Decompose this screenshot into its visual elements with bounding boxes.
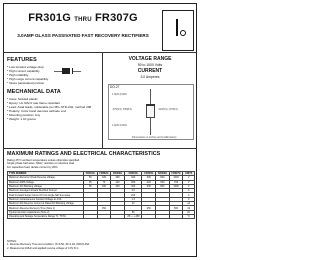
table-cell: °C: [183, 214, 195, 218]
list-item: * Low forward voltage drop: [7, 65, 48, 69]
table-cell: [169, 214, 183, 218]
divider: [3, 148, 197, 149]
logo-circle-icon: [180, 30, 186, 36]
table-cell: [111, 214, 125, 218]
package-note: Dimensions in inches and (millimeters): [132, 136, 177, 139]
table-cell: 200: [111, 184, 125, 188]
package-cathode-band: [146, 104, 155, 106]
table-row: [8, 214, 195, 218]
column-header: FR307G: [169, 172, 183, 176]
table-cell: [84, 214, 98, 218]
list-item: * High surge current capability: [7, 77, 48, 81]
row-label: Maximum Recurrent Peak Reverse Voltage: [8, 176, 84, 180]
table-cell: 700: [169, 180, 183, 184]
table-cell: 600: [142, 184, 156, 188]
note-line: Rating 25°C ambient temperature unless otherwise specified.: [7, 159, 80, 162]
dim-top: 1.0(25.4) MIN.: [112, 93, 128, 96]
table-cell: -65 — +150: [124, 214, 142, 218]
column-header: FR306G: [156, 172, 170, 176]
max-ratings-title: MAXIMUM RATINGS AND ELECTRICAL CHARACTERISTICS: [7, 151, 161, 157]
footnotes: [7, 240, 89, 250]
mechanical-list: [7, 97, 91, 122]
footnote: NOTES:: [7, 240, 17, 243]
list-item: * Polarity: Color band denotes cathode end: [7, 109, 91, 113]
table-cell: [97, 214, 111, 218]
table-cell: pF: [183, 210, 195, 214]
table-cell: V: [183, 176, 195, 180]
table-cell: 10: [124, 202, 142, 206]
row-label: Maximum DC Reverse Current at Rated DC Blocking Voltage: [8, 202, 84, 206]
column-header: FR301G: [84, 172, 98, 176]
ratings-summary: [104, 56, 196, 79]
table-cell: 1.3: [124, 197, 142, 201]
column-header: FR303G: [111, 172, 125, 176]
table-cell: 3.0: [124, 189, 142, 193]
dim-diameter: .220(5.6) .197(5.0): [158, 108, 178, 111]
features-list: [7, 65, 48, 85]
list-item: * Glass passivated junction: [7, 81, 48, 85]
table-cell: A: [183, 193, 195, 197]
list-item: * Lead: Axial leads, solderable per MIL-STD-202, method 208: [7, 105, 91, 109]
voltage-range-label: VOLTAGE RANGE: [128, 56, 172, 62]
table-cell: V: [183, 184, 195, 188]
table-cell: 800: [156, 184, 170, 188]
row-label: Maximum Average Forward Rectified Current: [8, 189, 84, 193]
row-label: Maximum Instantaneous Forward Voltage at 3.0A: [8, 197, 84, 201]
table-cell: 1000: [169, 176, 183, 180]
list-item: * Epoxy: UL 94V-0 rate flame retardant: [7, 101, 91, 105]
dim-body: .375(9.5) .335(8.5): [112, 108, 132, 111]
column-header: FR305G: [142, 172, 156, 176]
table-cell: 400: [124, 176, 142, 180]
footnote: 2. Measured at 1MHz and applied reverse voltage of 4.0V D.C.: [7, 246, 80, 250]
mechanical-title: MECHANICAL DATA: [7, 89, 61, 95]
dim-bottom: 1.0(25.4) MIN.: [112, 124, 128, 127]
divider: [3, 52, 197, 53]
table-cell: 200: [124, 193, 142, 197]
table-cell: 600: [142, 176, 156, 180]
row-label: Maximum DC Blocking Voltage: [8, 184, 84, 188]
note-line: Single phase half wave, 60Hz, resistive or inductive load.: [7, 162, 75, 166]
table-cell: V: [183, 180, 195, 184]
column-header: UNITS: [183, 172, 195, 176]
row-label: Operating and Storage Temperature Range TJ, TSTG: [8, 214, 84, 218]
table-cell: 50: [84, 184, 98, 188]
package-name: DO-27: [110, 85, 120, 89]
part-from: FR301G: [28, 12, 71, 24]
divider: [102, 53, 103, 148]
table-cell: 280: [124, 180, 142, 184]
row-label: Maximum Reverse Recovery Time (Note 1): [8, 206, 84, 210]
logo: [162, 10, 194, 51]
row-label: Typical Junction Capacitance (Note 2): [8, 210, 84, 214]
table-cell: [156, 214, 170, 218]
table-cell: 1000: [169, 184, 183, 188]
table-cell: 800: [156, 176, 170, 180]
list-item: * High current capability: [7, 69, 48, 73]
table-cell: V: [183, 197, 195, 201]
table-cell: 70: [97, 180, 111, 184]
package-body: [146, 104, 155, 118]
table-cell: uA: [183, 202, 195, 206]
current-value: 3.0 Amperes: [140, 75, 160, 79]
list-item: * Weight: 1.10 grams: [7, 117, 91, 121]
list-item: * Mounting position: Any: [7, 113, 91, 117]
logo-bar-icon: [176, 19, 178, 36]
table-cell: nS: [183, 206, 195, 210]
current-label: CURRENT: [137, 68, 163, 74]
table-cell: 500: [169, 206, 183, 210]
page-subtitle: 3.0AMP GLASS PASSIVATED FAST RECOVERY RECTIFIERS: [17, 33, 149, 38]
table-cell: 250: [142, 206, 156, 210]
footnote: 1. Reverse Recovery Time test condition: IF=0.5A, IR=1.0A, IRR=0.25A: [7, 243, 90, 247]
thru-label: THRU: [74, 17, 92, 23]
max-ratings-note: [7, 159, 80, 169]
table-cell: 200: [111, 176, 125, 180]
column-header: FR302G: [97, 172, 111, 176]
row-label: Peak Forward Surge Current 8.3 ms single half sine-wave: [8, 193, 84, 197]
table-cell: 50: [124, 210, 142, 214]
table-cell: 100: [97, 184, 111, 188]
table-cell: 560: [156, 180, 170, 184]
part-to: FR307G: [95, 12, 138, 24]
voltage-range-value: 50 to 1000 Volts: [137, 63, 163, 67]
column-header: TYPE NUMBER: [8, 172, 84, 176]
page-title: [7, 12, 159, 24]
column-header: FR304G: [124, 172, 142, 176]
table-cell: 420: [142, 180, 156, 184]
note-line: For capacitive load, derate current by 20%.: [7, 165, 59, 169]
features-title: FEATURES: [7, 57, 37, 63]
diode-band: [70, 68, 72, 74]
table-cell: 150: [97, 206, 111, 210]
list-item: * High reliability: [7, 73, 48, 77]
table-cell: A: [183, 189, 195, 193]
table-cell: 400: [124, 184, 142, 188]
table-cell: [142, 214, 156, 218]
table-cell: 35: [84, 180, 98, 184]
table-cell: 140: [111, 180, 125, 184]
table-cell: 100: [97, 176, 111, 180]
table-cell: 50: [84, 176, 98, 180]
ratings-table: [7, 171, 195, 219]
list-item: * Case: Molded plastic: [7, 97, 91, 101]
row-label: Maximum RMS Voltage: [8, 180, 84, 184]
